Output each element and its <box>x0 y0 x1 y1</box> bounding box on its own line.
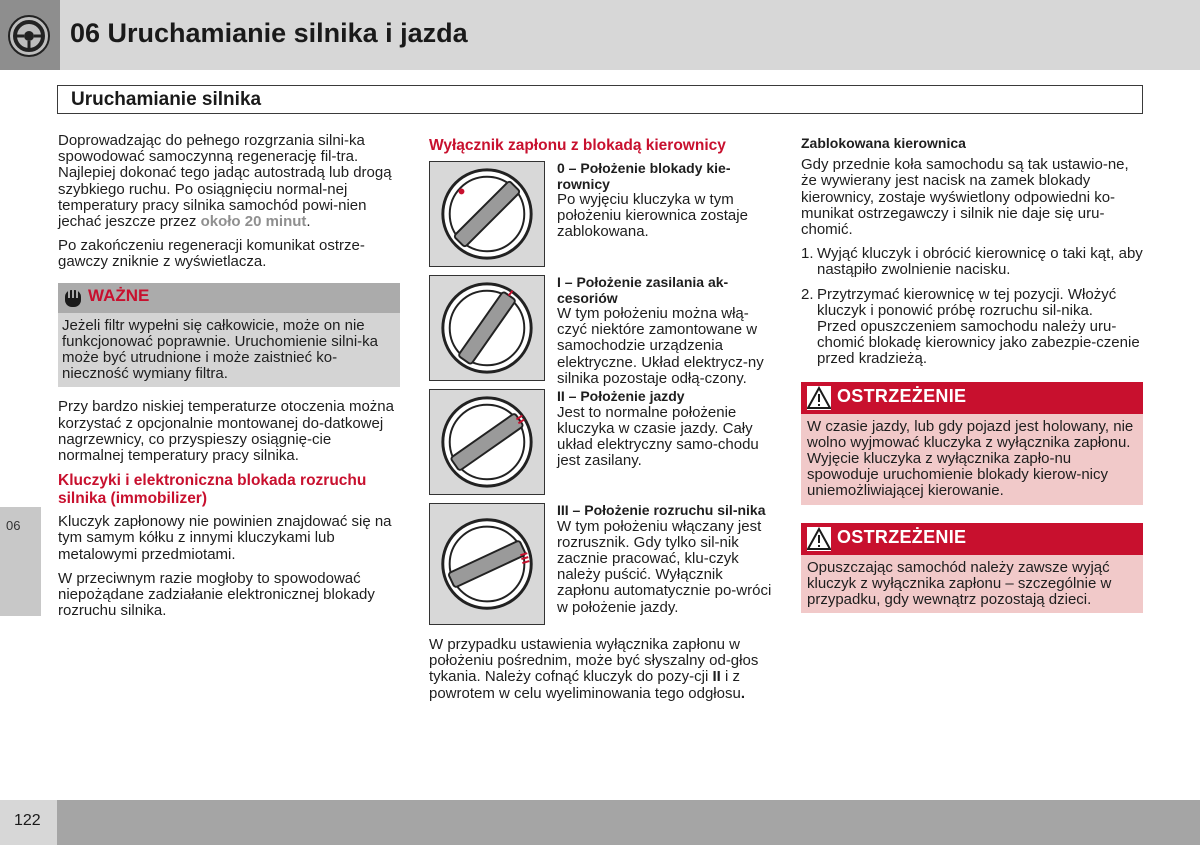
chapter-title: 06 Uruchamianie silnika i jazda <box>70 18 468 48</box>
warning-label: OSTRZEŻENIE <box>837 385 967 406</box>
position-1-title: I – Położenie zasilania ak-cesoriów <box>557 274 729 306</box>
ticking-text-mid: i z powrotem w celu wyeliminowania tego odgłosu <box>429 668 741 702</box>
position-1-text: W tym położeniu można włą-czyć niektóre zamontowane w samochodzie urządzenia elektryczne. Układ elektrycz-ny silnika pozostaje odłą-czony. <box>557 305 764 387</box>
warning-body: W czasie jazdy, lub gdy pojazd jest holowany, nie wolno wyjmować kluczyka z wyłącznika zapłonu. Wyjęcie kluczyka z wyłącznika zapło-nu spowoduje uruchomienie blokady kierow-nicy uniemożliwiającej kierowanie. <box>801 414 1143 505</box>
position-0-row <box>429 161 774 275</box>
paragraph-immobilizer-risk: W przeciwnym razie mogłoby to spowodować niepożądane zadziałanie elektronicznej blokady rozruchu silnika. <box>58 569 375 620</box>
ticking-text-end: . <box>740 684 746 702</box>
warning-body: Opuszczając samochód należy zawsze wyjąć kluczyk z wyłącznika zapłonu – szczególnie w przypadku, gdy wewnątrz pozostają dzieci. <box>801 555 1143 614</box>
ticking-text: W przypadku ustawienia wyłącznika zapłonu w położeniu pośrednim, może być słyszalny od-głos tykania. Należy cofnąć kluczyk do pozy-cji <box>429 636 759 686</box>
position-2-row <box>429 389 774 503</box>
footer-bar <box>0 800 1200 845</box>
column-middle <box>429 133 774 710</box>
notice-body: Jeżeli filtr wypełni się całkowicie, może on nie funkcjonować poprawnie. Uruchomienie silni-ka może być utrudnione i może zaistnieć ko-nieczność wymiany filtra. <box>58 313 400 388</box>
ignition-position-1-illustration <box>429 275 545 381</box>
warning-header <box>801 523 1143 555</box>
ignition-position-2-illustration <box>429 389 545 495</box>
position-0-text: Po wyjęciu kluczyka w tym położeniu kierownica zostaje zablokowana. <box>557 191 748 241</box>
page-number-box <box>0 800 57 845</box>
warning-label: OSTRZEŻENIE <box>837 526 967 547</box>
header-logo-box <box>0 0 60 70</box>
warning-header <box>801 382 1143 414</box>
column-right <box>801 133 1143 631</box>
heading-ignition-switch: Wyłącznik zapłonu z blokadą kierownicy <box>429 137 726 154</box>
step-number: 1. <box>801 245 814 263</box>
heading-immobilizer: Kluczyki i elektroniczna blokada rozruchu silnika (immobilizer) <box>58 472 367 508</box>
warning-box-2 <box>801 523 1143 614</box>
paragraph-keyring: Kluczyk zapłonowy nie powinien znajdować się na tym samym kółku z innymi kluczykami lub metalowymi przedmiotami. <box>58 513 392 563</box>
step-text: Wyjąć kluczyk i obrócić kierownicę o taki kąt, aby nastąpiło zwolnienie nacisku. <box>817 245 1143 279</box>
paragraph-ticking <box>429 637 774 702</box>
paragraph-regeneration <box>58 133 400 230</box>
warning-triangle-icon <box>807 527 831 551</box>
warning-box-1 <box>801 382 1143 505</box>
chapter-side-tab <box>0 507 41 616</box>
position-2-text: Jest to normalne położenie kluczyka w czasie jazdy. Cały układ elektryczny samo-chodu jest zasilany. <box>557 403 759 470</box>
position-2-title: II – Położenie jazdy <box>557 388 685 404</box>
step-extra-text: Przed opuszczeniem samochodu należy uru-chomić blokadę kierownicy jako zabezpie-czenie przed kradzieżą. <box>817 318 1140 368</box>
section-title: Uruchamianie silnika <box>71 89 262 110</box>
position-1-row <box>429 275 774 389</box>
subheading-locked-steering: Zablokowana kierownica <box>801 135 966 151</box>
header-bar <box>0 0 1200 70</box>
step-text: Przytrzymać kierownicę w tej pozycji. Włożyć kluczyk i ponowić próbę rozruchu sil-nika. <box>817 285 1117 319</box>
warning-triangle-icon <box>807 386 831 410</box>
paragraph-locked-steering: Gdy przednie koła samochodu są tak ustawio-ne, że wywierany jest nacisk na zamek blokady kierownicy, zostaje wyświetlony odpowiedni ko-munikat ostrzegawczy i silnik nie daje się uru-chomić. <box>801 156 1129 239</box>
position-ii-ref: II <box>712 668 721 686</box>
highlight-duration: około 20 minut <box>200 213 307 231</box>
paragraph-text-end: . <box>306 213 311 231</box>
column-left <box>58 133 400 627</box>
notice-label: WAŻNE <box>88 285 150 305</box>
list-item <box>801 287 1143 368</box>
paragraph-heater: Przy bardzo niskiej temperaturze otoczenia można korzystać z opcjonalnie montowanej do-datkowej nagrzewnicy, co przyspieszy osiągnię-cie normalnej temperatury pracy silnika. <box>58 398 394 465</box>
position-3-title: III – Położenie rozruchu sil-nika <box>557 502 766 518</box>
list-item <box>801 246 1143 278</box>
page-number: 122 <box>14 812 41 829</box>
position-3-text: W tym położeniu włączany jest rozrusznik. Gdy tylko sil-nik zacznie pracować, klu-czyk należy puścić. Wyłącznik zapłonu automatycznie po-wróci w położenie jazdy. <box>557 517 772 616</box>
position-3-row <box>429 503 774 637</box>
ignition-position-3-illustration <box>429 503 545 625</box>
notice-header <box>58 283 400 313</box>
section-title-box <box>57 85 1143 114</box>
notice-important <box>58 283 400 388</box>
steering-wheel-icon <box>7 14 51 58</box>
chapter-side-tab-label: 06 <box>6 518 21 533</box>
position-0-title: 0 – Położenie blokady kie-rownicy <box>557 160 731 192</box>
steps-list <box>801 246 1143 367</box>
important-hand-icon <box>63 287 83 309</box>
paragraph-text: Doprowadzając do pełnego rozgrzania silni-ka spowodować samoczynną regenerację fil-tra. Najlepiej dokonać tego jadąc autostradą lub drogą szybkiego ruchu. Po osiągnięciu normal-nej temperatury pracy silnika samochód powi-nien jechać jeszcze przez <box>58 132 392 231</box>
step-number: 2. <box>801 285 814 303</box>
paragraph-message: Po zakończeniu regeneracji komunikat ostrze-gawczy zniknie z wyświetlacza. <box>58 237 365 271</box>
ignition-position-0-illustration <box>429 161 545 267</box>
